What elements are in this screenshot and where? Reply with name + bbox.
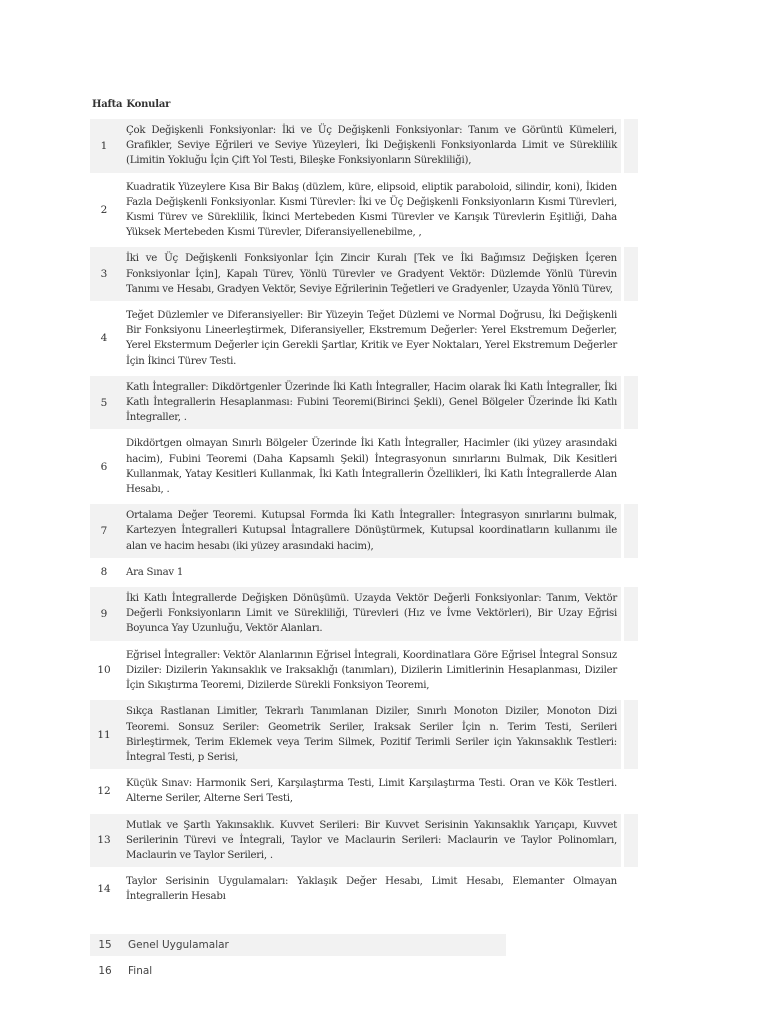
row-edge bbox=[624, 304, 638, 373]
week-number: 7 bbox=[90, 504, 120, 558]
week-topics: Katlı İntegraller: Dikdörtgenler Üzerinde İki Katlı İntegraller, Hacim olarak İki Katlı İntegraller, İki Katlı İntegrallerin Hesaplanması: Fubini Teoremi(Birinci Şekli), Genel Bölgeler Üzerinde İki Katlı İntegraller, . bbox=[120, 376, 621, 430]
table-row bbox=[90, 934, 506, 956]
syllabus-table bbox=[90, 119, 638, 912]
week-number: 2 bbox=[100, 204, 108, 217]
week-number: 13 bbox=[90, 814, 120, 868]
table-row bbox=[90, 119, 638, 173]
table-header bbox=[92, 99, 170, 110]
week-number: 16 bbox=[98, 965, 112, 977]
week-topics: Teğet Düzlemler ve Diferansiyeller: Bir Yüzeyin Teğet Düzlemi ve Normal Doğrusu, İki Değişkenli Bir Fonksiyonu Lineerleştirmek, Diferansiyeller, Ekstremum Değerler: Yerel Ekstremum Değerler, Yerel Ekstermum Değerler için Gerekli Şartlar, Kritik ve Eyer Noktaları, Yerel Ekstremum Değerler İçin İkinci Türev Testi. bbox=[126, 310, 617, 367]
week-number: 4 bbox=[100, 332, 108, 345]
row-edge bbox=[624, 814, 638, 868]
week-number: 12 bbox=[97, 785, 111, 798]
week-topics: Taylor Serisinin Uygulamaları: Yaklaşık Değer Hesabı, Limit Hesabı, Elemanter Olmayan İntegrallerin Hesabı bbox=[126, 876, 617, 903]
week-topics: Kuadratik Yüzeylere Kısa Bir Bakış (düzlem, küre, elipsoid, eliptik paraboloid, silindir, koni), İkiden Fazla Değişkenli Fonksiyonlar. Kısmi Türevler: İki ve Üç Değişkenli Fonksiyonların Kısmi Türevleri, Kısmi Türev ve Süreklilik, İkinci Mertebeden Kısmi Türevler ve Karışık Türevlerin Eşitliği, Daha Yüksek Mertebeden Kısmi Türevler, Diferansiyellenebilme, , bbox=[126, 181, 617, 239]
week-topics: İki ve Üç Değişkenli Fonksiyonlar İçin Zincir Kuralı [Tek ve İki Bağımsız Değişken İçeren Fonksiyonlar İçin], Kapalı Türev, Yönlü Türevler ve Gradyent Vektör: Düzlemde Yönlü Türevin Tanımı ve Hesabı, Gradyen Vektör, Seviye Eğrilerinin Teğetleri ve Gradyenler, Uzayda Yönlü Türev, bbox=[120, 247, 621, 301]
week-topics: Genel Uygulamalar bbox=[128, 939, 229, 951]
table-row bbox=[90, 700, 638, 769]
table-row bbox=[90, 772, 638, 810]
row-edge bbox=[624, 376, 638, 430]
row-edge bbox=[624, 870, 638, 908]
table-row bbox=[90, 960, 506, 982]
header-week: Hafta bbox=[92, 99, 123, 110]
header-topics: Konular bbox=[126, 99, 171, 110]
row-edge bbox=[624, 432, 638, 501]
week-number: 3 bbox=[90, 247, 120, 301]
week-number: 15 bbox=[98, 939, 112, 951]
table-row bbox=[90, 814, 638, 868]
week-topics: Eğrisel İntegraller: Vektör Alanlarının Eğrisel İntegrali, Koordinatlara Göre Eğrisel İntegral Sonsuz Diziler: Dizilerin Yakınsaklık ve Iraksaklığı (tanımları), Dizilerin Limitlerinin Hesaplanması, Diziler İçin Sıkıştırma Teoremi, Dizilerde Sürekli Fonksiyon Teoremi, bbox=[126, 649, 617, 692]
row-edge bbox=[624, 561, 638, 584]
week-number: 9 bbox=[90, 587, 120, 641]
week-number: 10 bbox=[97, 664, 111, 677]
row-edge bbox=[624, 587, 638, 641]
week-topics: Mutlak ve Şartlı Yakınsaklık. Kuvvet Serileri: Bir Kuvvet Serisinin Yakınsaklık Yarıçapı, Kuvvet Serilerinin Türevi ve İntegrali, Taylor ve Maclaurin Serileri: Maclaurin ve Taylor Polinomları, Maclaurin ve Taylor Serileri, . bbox=[120, 814, 621, 868]
row-edge bbox=[624, 504, 638, 558]
week-number: 6 bbox=[100, 460, 108, 473]
row-edge bbox=[624, 119, 638, 173]
week-topics: Dikdörtgen olmayan Sınırlı Bölgeler Üzerinde İki Katlı İntegraller, Hacimler (iki yüzey arasındaki hacim), Fubini Teoremi (Daha Kapsamlı Şekil) İntegrasyonun sınırlarını Bulmak, Dik Kesitleri Kullanmak, Yatay Kesitleri Kullanmak, İki Katlı İntegrallerin Özellikleri, İki Katlı İntegrallerde Alan Hesabı, . bbox=[126, 438, 617, 496]
week-topics: Final bbox=[128, 965, 153, 977]
week-number: 14 bbox=[97, 883, 111, 896]
week-topics: İki Katlı İntegrallerde Değişken Dönüşümü. Uzayda Vektör Değerli Fonksiyonlar: Tanım, Vektör Değerli Fonksiyonların Limit ve Sürekliliği, Türevleri (Hız ve İvme Vektörleri), Bir Uzay Eğrisi Boyunca Yay Uzunluğu, Vektör Alanları. bbox=[120, 587, 621, 641]
table-row bbox=[90, 504, 638, 558]
week-number: 8 bbox=[100, 566, 108, 579]
table-row bbox=[90, 247, 638, 301]
week-topics: Ara Sınav 1 bbox=[126, 566, 184, 578]
week-number: 5 bbox=[90, 376, 120, 430]
row-edge bbox=[624, 700, 638, 769]
row-edge bbox=[624, 247, 638, 301]
table-row bbox=[90, 176, 638, 245]
week-topics: Küçük Sınav: Harmonik Seri, Karşılaştırma Testi, Limit Karşılaştırma Testi. Oran ve Kök Testleri. Alterne Seriler, Alterne Seri Testi, bbox=[126, 778, 617, 805]
row-edge bbox=[624, 644, 638, 698]
table-row bbox=[90, 587, 638, 641]
table-row bbox=[90, 376, 638, 430]
table-row bbox=[90, 561, 638, 584]
table-row bbox=[90, 644, 638, 698]
week-number: 11 bbox=[90, 700, 120, 769]
row-edge bbox=[624, 772, 638, 810]
week-topics: Sıkça Rastlanan Limitler, Tekrarlı Tanımlanan Diziler, Sınırlı Monoton Diziler, Monoton Dizi Teoremi. Sonsuz Seriler: Geometrik Seriler, Iraksak Seriler İçin n. Terim Testi, Serileri Birleştirmek, Terim Eklemek veya Terim Silmek, Pozitif Terimli Seriler için Yakınsaklık Testleri: İntegral Testi, p Serisi, bbox=[120, 700, 621, 769]
table-row bbox=[90, 432, 638, 501]
week-topics: Çok Değişkenli Fonksiyonlar: İki ve Üç Değişkenli Fonksiyonlar: Tanım ve Görüntü Kümeleri, Grafikler, Seviye Eğrileri ve Seviye Yüzeyleri, İki Değişkenli Fonksiyonlarda Limit ve Süreklilik (Limitin Yokluğu İçin Çift Yol Testi, Bileşke Fonksiyonların Sürekliliği), bbox=[120, 119, 621, 173]
table-row bbox=[90, 870, 638, 908]
row-edge bbox=[624, 176, 638, 245]
week-number: 1 bbox=[90, 119, 120, 173]
week-topics: Ortalama Değer Teoremi. Kutupsal Formda İki Katlı İntegraller: İntegrasyon sınırlarını bulmak, Kartezyen İntegralleri Kutupsal İntagrallere Dönüştürmek, Kutupsal koordinatların kullanımı ile alan ve hacim hesabı (iki yüzey arasındaki hacim), bbox=[120, 504, 621, 558]
table-row bbox=[90, 304, 638, 373]
